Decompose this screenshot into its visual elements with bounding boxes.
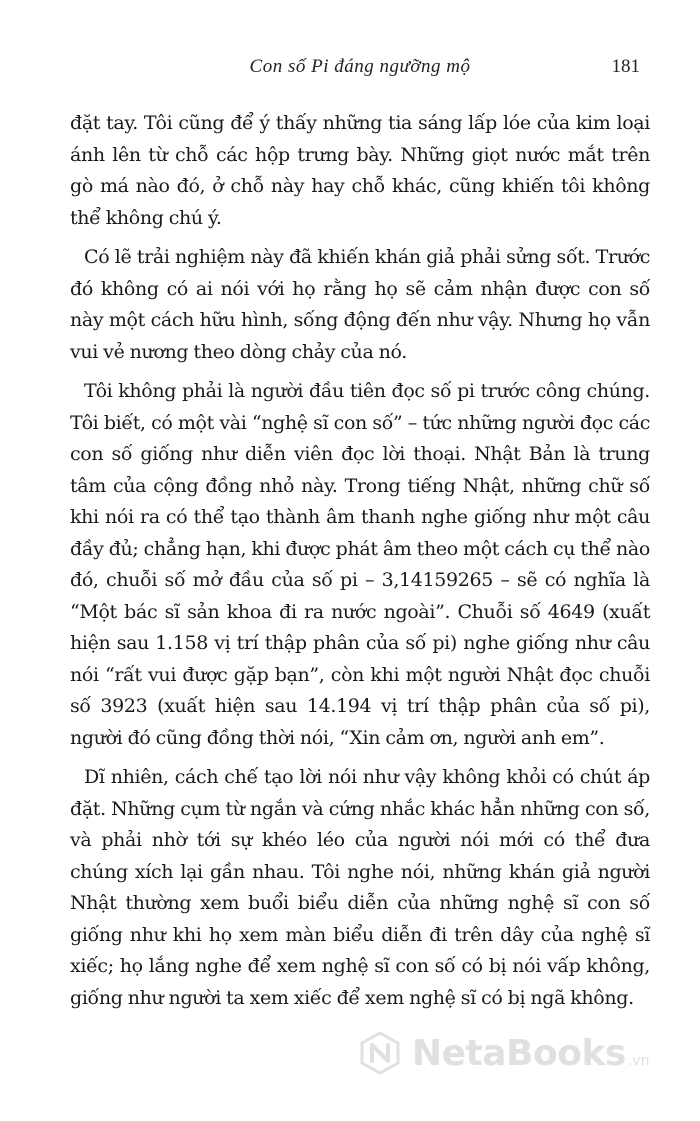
paragraph: Tôi không phải là người đầu tiên đọc số pi trước công chúng. Tôi biết, có một vài “nghệ sĩ con số” – tức những người đọc các con số giống như diễn viên đọc lời thoại. Nhật Bản là trung tâm của cộng đồng nhỏ này. Trong tiếng Nhật, những chữ số khi nói ra có thể tạo thành âm thanh nghe giống như một câu đầy đủ; chẳng hạn, khi được phát âm theo một cách cụ thể nào đó, chuỗi số mở đầu của số pi – 3,14159265 – sẽ có nghĩa là “Một bác sĩ sản khoa đi ra nước ngoài”. Chuỗi số 4649 (xuất hiện sau 1.158 vị trí thập phân của số pi) nghe giống như câu nói “rất vui được gặp bạn”, còn khi một người Nhật đọc chuỗi số 3923 (xuất hiện sau 14.194 vị trí thập phân của số pi), người đó cũng đồng thời nói, “Xin cảm ơn, người anh em”. [70,380,650,749]
running-header [80,56,640,86]
page-number: 181 [611,56,640,77]
watermark-brand: NetaBooks [412,1032,626,1074]
watermark-suffix: .vn [627,1053,650,1069]
watermark [358,1023,678,1083]
paragraph: Dĩ nhiên, cách chế tạo lời nói như vậy không khỏi có chút áp đặt. Những cụm từ ngắn và cứng nhắc khác hẳn những con số, và phải nhờ tới sự khéo léo của người nói mới có thể đưa chúng xích lại gần nhau. Tôi nghe nói, những khán giả người Nhật thường xem buổi biểu diễn của những nghệ sĩ con số giống như khi họ xem màn biểu diễn đi trên dây của nghệ sĩ xiếc; họ lắng nghe để xem nghệ sĩ con số có bị nói vấp không, giống như người ta xem xiếc để xem nghệ sĩ có bị ngã không. [70,766,650,1009]
paragraph: đặt tay. Tôi cũng để ý thấy những tia sáng lấp lóe của kim loại ánh lên từ chỗ các hộp trưng bày. Những giọt nước mắt trên gò má nào đó, ở chỗ này hay chỗ khác, cũng khiến tôi không thể không chú ý. [70,112,650,229]
netabooks-logo-icon [358,1031,402,1075]
body-text [70,108,650,1022]
running-title: Con số Pi đáng ngưỡng mộ [249,56,471,77]
paragraph: Có lẽ trải nghiệm này đã khiến khán giả phải sửng sốt. Trước đó không có ai nói với họ rằng họ sẽ cảm nhận được con số này một cách hữu hình, sống động đến như vậy. Nhưng họ vẫn vui vẻ nương theo dòng chảy của nó. [70,246,650,363]
